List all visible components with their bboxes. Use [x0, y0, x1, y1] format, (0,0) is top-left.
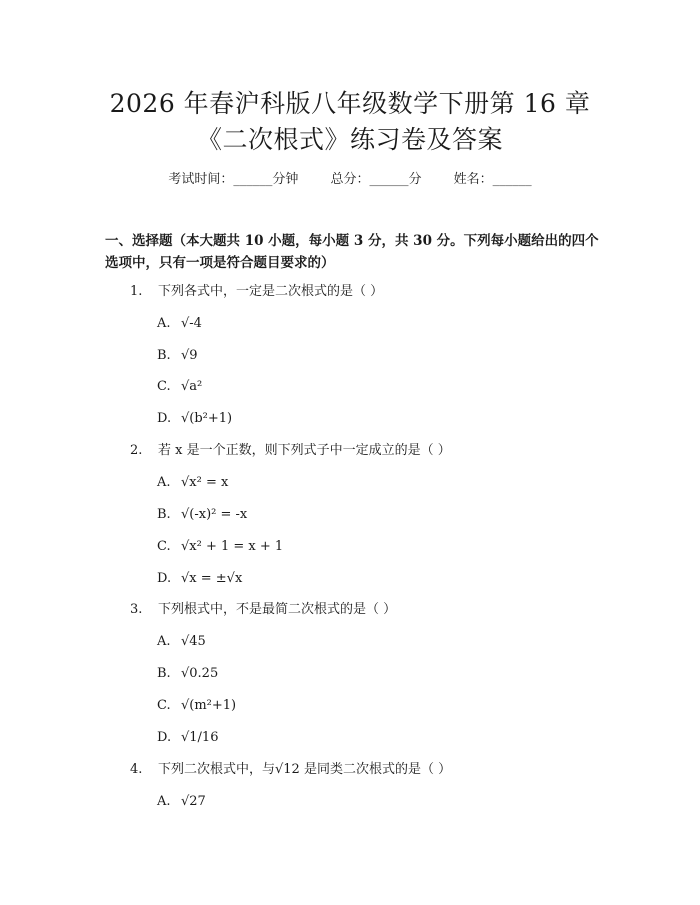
option-label: B.: [157, 348, 171, 363]
option: [157, 570, 242, 588]
question-text: 下列二次根式中，与√12 是同类二次根式的是（ ）: [158, 762, 452, 777]
option: [157, 633, 206, 651]
option-label: B.: [157, 507, 171, 522]
option: [157, 347, 198, 365]
option-text: √27: [181, 794, 206, 809]
question-text: 若 x 是一个正数，则下列式子中一定成立的是（ ）: [158, 443, 451, 458]
option-text: √1/16: [181, 730, 219, 745]
option-text: √9: [181, 348, 198, 363]
question-number: 4.: [130, 762, 143, 777]
option: [157, 538, 283, 556]
option-text: √-4: [181, 316, 202, 331]
question-4: [130, 761, 451, 779]
question-text: 下列根式中，不是最简二次根式的是（ ）: [158, 602, 397, 617]
option: [157, 506, 247, 524]
option: [157, 697, 236, 715]
option-label: B.: [157, 666, 171, 681]
title-line-2: 《二次根式》练习卷及答案: [196, 125, 503, 154]
total-score-field: 总分：______分: [330, 172, 422, 187]
option-text: √0.25: [181, 666, 219, 681]
option-text: √x² + 1 = x + 1: [181, 539, 284, 554]
option-label: A.: [157, 794, 171, 809]
question-3: [130, 601, 396, 619]
option-label: C.: [157, 379, 171, 394]
option-text: √(b²+1): [181, 411, 233, 426]
question-number: 2.: [130, 443, 143, 458]
option: [157, 729, 218, 747]
option: [157, 793, 206, 811]
exam-time-field: 考试时间：______分钟: [168, 172, 299, 187]
question-2: [130, 442, 451, 460]
option: [157, 315, 202, 333]
exam-meta: [0, 168, 700, 187]
option-label: A.: [157, 316, 171, 331]
name-field: 姓名：______: [453, 172, 532, 187]
option-label: D.: [157, 411, 172, 426]
title-line-1: 2026 年春沪科版八年级数学下册第 16 章: [109, 89, 591, 118]
option-text: √(-x)² = -x: [181, 507, 248, 522]
option-text: √x² = x: [181, 475, 229, 490]
option-label: C.: [157, 698, 171, 713]
option-label: A.: [157, 634, 171, 649]
question-number: 3.: [130, 602, 143, 617]
option: [157, 474, 228, 492]
option-text: √(m²+1): [181, 698, 237, 713]
option: [157, 665, 218, 683]
option-text: √a²: [181, 379, 203, 394]
option-text: √x = ±√x: [181, 571, 243, 586]
question-text: 下列各式中，一定是二次根式的是（ ）: [158, 284, 384, 299]
option-label: D.: [157, 571, 172, 586]
question-number: 1.: [130, 284, 143, 299]
option-text: √45: [181, 634, 206, 649]
question-1: [130, 283, 383, 301]
section-heading: 一、选择题（本大题共 10 小题，每小题 3 分，共 30 分。下列每小题给出的四个选项中，只有一项是符合题目要求的）: [105, 233, 599, 271]
option-label: C.: [157, 539, 171, 554]
option: [157, 378, 202, 396]
option-label: D.: [157, 730, 172, 745]
option-label: A.: [157, 475, 171, 490]
option: [157, 410, 232, 428]
